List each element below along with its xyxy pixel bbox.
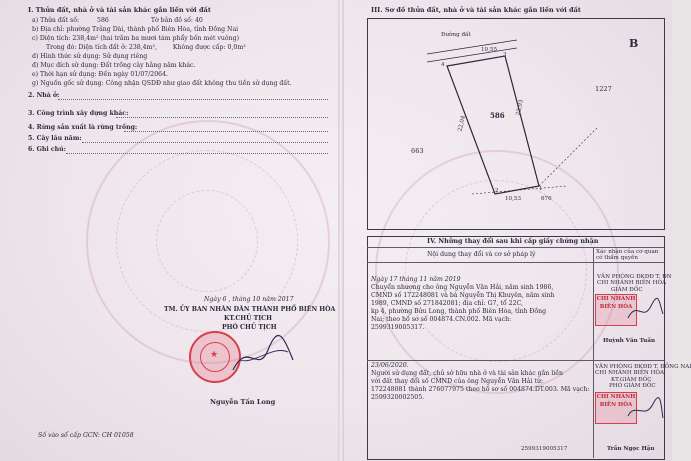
dots-perennial — [82, 142, 328, 143]
signer-name: Nguyễn Tấn Long — [210, 398, 276, 406]
authority-role1: KT.CHỦ TỊCH — [224, 315, 272, 322]
line-use-form: d) Hình thức sử dụng: Sử dụng riêng — [32, 53, 148, 60]
section3-title: III. Sơ đồ thửa đất, nhà ở và tài sản khác gắn liền với đất — [371, 6, 581, 14]
map-dim-top: 10,55 — [481, 47, 498, 53]
dots-notes — [66, 153, 328, 154]
line-use-origin: g) Nguồn gốc sử dụng: Công nhận QSDĐ như giao đất không thu tiền sử dụng đất. — [32, 80, 292, 87]
authority-name: TM. ỦY BAN NHÂN DÂN THÀNH PHỐ BIÊN HÒA — [164, 306, 336, 313]
col-header-content: Nội dung thay đổi và cơ sở pháp lý — [427, 251, 536, 258]
dots-construction — [116, 117, 328, 118]
confirm2-org: VĂN PHÒNG ĐKĐĐ T. ĐỒNG NAI CHI NHÁNH BIÊN HÒA KT.GIÁM ĐỐC PHÓ GIÁM ĐỐC — [595, 364, 691, 390]
section1-title: I. Thửa đất, nhà ở và tài sản khác gắn liền với đất — [28, 6, 211, 14]
line-address: b) Địa chỉ: phường Trảng Dài, thành phố Biên Hòa, tỉnh Đồng Nai — [32, 26, 239, 33]
line-use-purpose: đ) Mục đích sử dụng: Đất trồng cây hằng năm khác. — [32, 62, 196, 69]
map-vertex-2: 2 — [495, 188, 499, 194]
authority-role2: PHÓ CHỦ TỊCH — [222, 324, 277, 331]
page-fold — [338, 0, 344, 461]
confirm1-signer: Huỳnh Văn Tuấn — [603, 338, 656, 344]
left-page — [6, 0, 338, 461]
dots-house — [58, 99, 328, 100]
dots-forest — [124, 131, 328, 132]
map-road-label: Đường đất — [441, 32, 471, 38]
barcode-note: 2599319005317 — [521, 446, 568, 452]
section-forest: 4. Rừng sản xuất là rừng trồng: — [28, 124, 138, 131]
map-parcel-number: 586 — [490, 111, 505, 120]
stamp-branch-1: CHI NHÁNH BIÊN HÒA — [595, 294, 637, 326]
watermark-core — [156, 190, 258, 292]
map-vertex-3: 3 — [503, 52, 507, 58]
section-house: 2. Nhà ở: — [28, 92, 60, 99]
map-neighbor-right: 1227 — [595, 85, 612, 93]
line-parcel: a) Thửa đất số: 586 Tờ bản đồ số: 40 — [32, 17, 203, 24]
confirm1-org: VĂN PHÒNG ĐKĐĐ T. ĐN CHI NHÁNH BIÊN HÒA GIÁM ĐỐC — [597, 274, 672, 293]
signature-left — [228, 330, 298, 380]
map-vertex-4: 4 — [441, 62, 445, 68]
seal-star-icon: ★ — [210, 350, 219, 360]
line-use-term: e) Thời hạn sử dụng: Đến ngày 01/07/2064. — [32, 71, 169, 78]
map-dim-right: 22,93 — [515, 99, 525, 117]
signature-confirm1 — [625, 296, 665, 324]
section-notes: 6. Ghi chú: — [28, 146, 66, 153]
map-neighbor-left: 663 — [411, 147, 424, 155]
section-construction: 3. Công trình xây dựng khác: — [28, 110, 129, 117]
gcn-number: Số vào sổ cấp GCN: CH 01058 — [38, 432, 134, 439]
line-area: c) Diện tích: 238,4m² (hai trăm ba mươi tám phẩy bốn mét vuông) — [32, 35, 239, 42]
issue-date: Ngày 6 , tháng 10 năm 2017 — [204, 296, 294, 303]
map-neighbor-bottom: 676 — [541, 196, 552, 202]
section-perennial: 5. Cây lâu năm: — [28, 135, 82, 142]
map-vertex-1: 1 — [539, 186, 543, 192]
line-area-detail: Trong đó: Diện tích đất ở: 238,4m², Không được cấp: 0,0m² — [46, 44, 246, 51]
changes-table — [367, 236, 665, 460]
map-dim-left: 22,04 — [457, 115, 467, 133]
stamp-branch-2: CHI NHÁNH BIÊN HÒA — [595, 392, 637, 424]
north-arrow-icon: B — [629, 37, 639, 50]
right-page: III. Sơ đồ thửa đất, nhà ở và tài sản khác gắn liền với đất Đường đất 10,55 22,04 22,93 10,53 586 663 1227 676 4 3 1 2 B IV. Những thay đổi sau khi cấp giấy chứng nhận Nội dung thay đổi và cơ sở pháp lý Xác nhận của cơ quan có thẩm quyền Ngày 17 tháng 11 năm 2019 Chuyển nhượng cho ông Nguyễn Văn Hải, năm sinh 1986, CMND số 172248081 và bà Nguyễn Thị Khuyên, năm sinh 1989, CMND số 271842081; địa chỉ: G7, tổ 22C, kp 4, phường Bửu Long, thành phố Biên Hòa, tỉnh Đồng Nai; theo hồ sơ số 004874.CN.002. Mã vạch: 2599319005317. VĂN PHÒNG ĐKĐĐ T. ĐN CHI NHÁNH BIÊN HÒA GIÁM ĐỐC CHI NHÁNH BIÊN HÒA Huỳnh Văn Tuấn 23/06/2020. Người sử dụng đất, chủ sở hữu nhà ở và tài sản khác gắn liền với đất thay đổi số CMND của ông Nguyễn Văn Hải từ: 172248081 thành 276077975 theo hồ sơ số 004874.DT.003. Mã vạch: 2599320002505. VĂN PHÒNG ĐKĐĐ T. ĐỒNG NAI CHI NHÁNH BIÊN HÒA KT.GIÁM ĐỐC PHÓ GIÁM ĐỐC CHI NHÁNH BIÊN HÒA Trần Ngọc Hậu 2599319005317 — [345, 0, 669, 461]
col-header-confirm: Xác nhận của cơ quan có thẩm quyền — [596, 249, 659, 262]
section4-title: IV. Những thay đổi sau khi cấp giấy chứng nhận — [427, 237, 599, 245]
confirm2-signer: Trần Ngọc Hậu — [607, 446, 655, 452]
signature-confirm2 — [625, 396, 665, 424]
map-dim-bottom: 10,53 — [505, 196, 522, 202]
